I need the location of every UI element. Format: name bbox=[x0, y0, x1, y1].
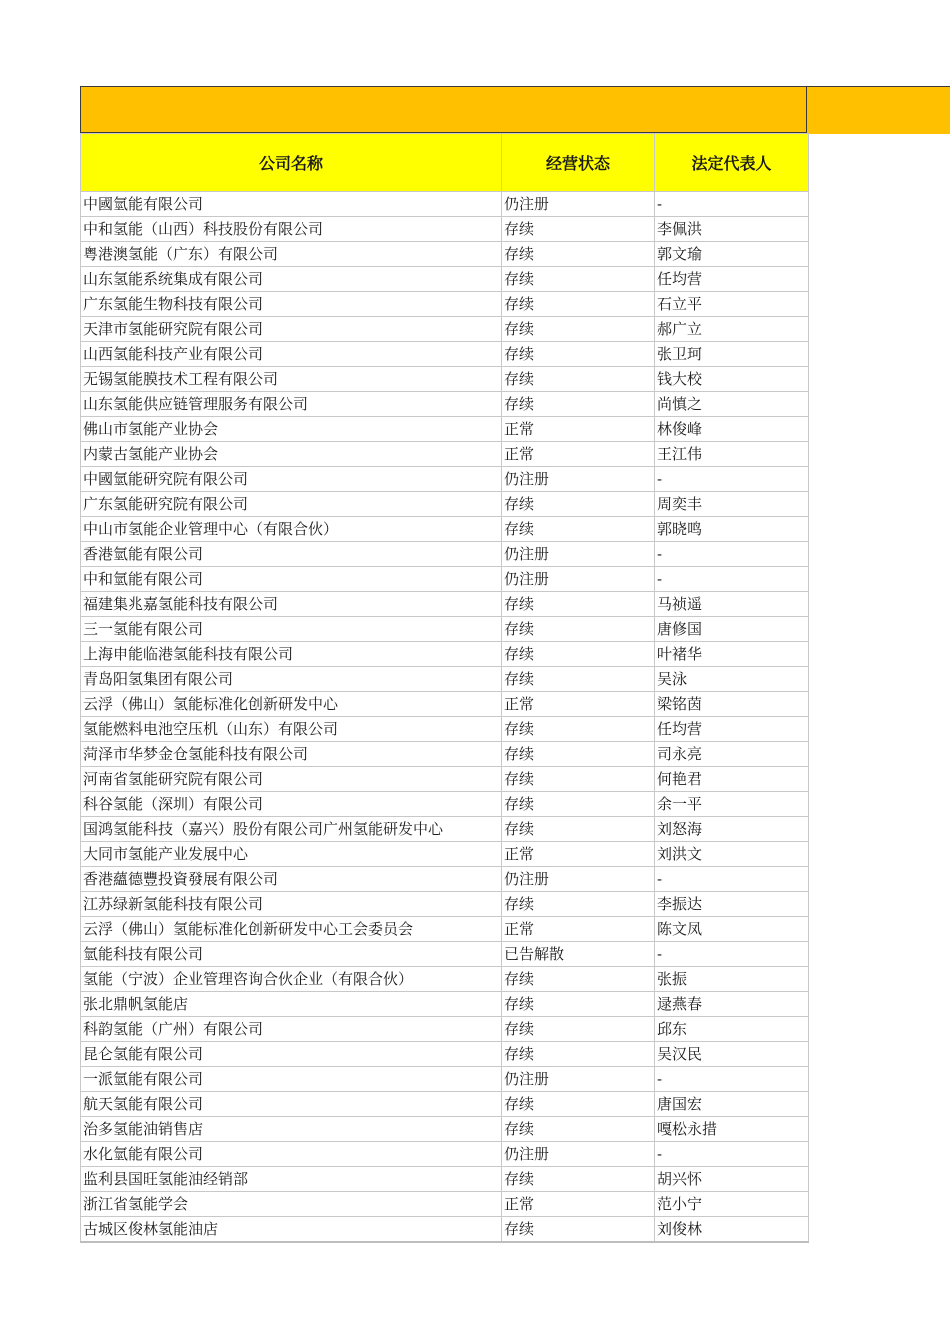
table-row bbox=[81, 192, 809, 217]
status-cell: 存续 bbox=[502, 267, 655, 292]
company-name-cell: 佛山市氢能产业协会 bbox=[81, 417, 502, 442]
legal-rep-cell: 郭文瑜 bbox=[655, 242, 809, 267]
table-row bbox=[81, 1067, 809, 1092]
table-row bbox=[81, 1217, 809, 1243]
company-name-cell: 福建集兆嘉氢能科技有限公司 bbox=[81, 592, 502, 617]
status-cell: 正常 bbox=[502, 417, 655, 442]
table-row bbox=[81, 942, 809, 967]
company-name-cell: 云浮（佛山）氢能标准化创新研发中心 bbox=[81, 692, 502, 717]
legal-rep-cell: 余一平 bbox=[655, 792, 809, 817]
company-name-cell: 氢能燃料电池空压机（山东）有限公司 bbox=[81, 717, 502, 742]
legal-rep-cell: 李振达 bbox=[655, 892, 809, 917]
status-cell: 存续 bbox=[502, 517, 655, 542]
legal-rep-cell: 逯燕春 bbox=[655, 992, 809, 1017]
table-row bbox=[81, 1192, 809, 1217]
table-row bbox=[81, 1117, 809, 1142]
legal-rep-cell: - bbox=[655, 1142, 809, 1167]
table-row bbox=[81, 817, 809, 842]
company-name-cell: 三一氢能有限公司 bbox=[81, 617, 502, 642]
company-name-cell: 山东氢能系统集成有限公司 bbox=[81, 267, 502, 292]
header-status: 经营状态 bbox=[502, 134, 655, 192]
status-cell: 存续 bbox=[502, 1117, 655, 1142]
company-name-cell: 中國氫能研究院有限公司 bbox=[81, 467, 502, 492]
company-name-cell: 张北鼎帆氢能店 bbox=[81, 992, 502, 1017]
status-cell: 存续 bbox=[502, 1092, 655, 1117]
legal-rep-cell: 唐国宏 bbox=[655, 1092, 809, 1117]
table-row bbox=[81, 917, 809, 942]
status-cell: 仍注册 bbox=[502, 867, 655, 892]
legal-rep-cell: 任均营 bbox=[655, 717, 809, 742]
legal-rep-cell: 尚慎之 bbox=[655, 392, 809, 417]
status-cell: 存续 bbox=[502, 817, 655, 842]
status-cell: 存续 bbox=[502, 242, 655, 267]
status-cell: 仍注册 bbox=[502, 192, 655, 217]
status-cell: 正常 bbox=[502, 442, 655, 467]
company-name-cell: 科谷氢能（深圳）有限公司 bbox=[81, 792, 502, 817]
company-name-cell: 一派氫能有限公司 bbox=[81, 1067, 502, 1092]
table-row bbox=[81, 542, 809, 567]
status-cell: 仍注册 bbox=[502, 467, 655, 492]
legal-rep-cell: 马祯遥 bbox=[655, 592, 809, 617]
status-cell: 仍注册 bbox=[502, 1067, 655, 1092]
table-row bbox=[81, 842, 809, 867]
status-cell: 仍注册 bbox=[502, 567, 655, 592]
status-cell: 正常 bbox=[502, 842, 655, 867]
header-row bbox=[81, 134, 809, 192]
legal-rep-cell: - bbox=[655, 542, 809, 567]
table-row bbox=[81, 617, 809, 642]
status-cell: 存续 bbox=[502, 292, 655, 317]
table-row bbox=[81, 667, 809, 692]
title-banner-cell bbox=[80, 86, 807, 133]
company-name-cell: 中山市氢能企业管理中心（有限合伙） bbox=[81, 517, 502, 542]
table-row bbox=[81, 692, 809, 717]
status-cell: 已告解散 bbox=[502, 942, 655, 967]
status-cell: 存续 bbox=[502, 642, 655, 667]
table-row bbox=[81, 1017, 809, 1042]
status-cell: 存续 bbox=[502, 767, 655, 792]
status-cell: 存续 bbox=[502, 492, 655, 517]
table-row bbox=[81, 367, 809, 392]
legal-rep-cell: 郝广立 bbox=[655, 317, 809, 342]
company-name-cell: 氫能科技有限公司 bbox=[81, 942, 502, 967]
legal-rep-cell: 林俊峰 bbox=[655, 417, 809, 442]
status-cell: 存续 bbox=[502, 317, 655, 342]
company-name-cell: 昆仑氢能有限公司 bbox=[81, 1042, 502, 1067]
status-cell: 存续 bbox=[502, 392, 655, 417]
status-cell: 存续 bbox=[502, 342, 655, 367]
table-row bbox=[81, 292, 809, 317]
table-row bbox=[81, 492, 809, 517]
table-row bbox=[81, 717, 809, 742]
table-row bbox=[81, 1042, 809, 1067]
table-row bbox=[81, 342, 809, 367]
legal-rep-cell: 吴泳 bbox=[655, 667, 809, 692]
legal-rep-cell: 陈文凤 bbox=[655, 917, 809, 942]
company-name-cell: 科韵氢能（广州）有限公司 bbox=[81, 1017, 502, 1042]
company-name-cell: 上海申能临港氢能科技有限公司 bbox=[81, 642, 502, 667]
company-name-cell: 航天氢能有限公司 bbox=[81, 1092, 502, 1117]
company-name-cell: 粤港澳氢能（广东）有限公司 bbox=[81, 242, 502, 267]
table-row bbox=[81, 767, 809, 792]
company-name-cell: 云浮（佛山）氢能标准化创新研发中心工会委员会 bbox=[81, 917, 502, 942]
table-row bbox=[81, 867, 809, 892]
company-name-cell: 监利县国旺氢能油经销部 bbox=[81, 1167, 502, 1192]
status-cell: 存续 bbox=[502, 792, 655, 817]
status-cell: 存续 bbox=[502, 717, 655, 742]
legal-rep-cell: 刘俊林 bbox=[655, 1217, 809, 1243]
status-cell: 仍注册 bbox=[502, 542, 655, 567]
company-name-cell: 山西氢能科技产业有限公司 bbox=[81, 342, 502, 367]
table-row bbox=[81, 1142, 809, 1167]
company-name-cell: 江苏绿新氢能科技有限公司 bbox=[81, 892, 502, 917]
company-name-cell: 河南省氢能研究院有限公司 bbox=[81, 767, 502, 792]
legal-rep-cell: 唐修国 bbox=[655, 617, 809, 642]
company-name-cell: 水化氫能有限公司 bbox=[81, 1142, 502, 1167]
company-name-cell: 治多氢能油销售店 bbox=[81, 1117, 502, 1142]
table-row bbox=[81, 592, 809, 617]
table-row bbox=[81, 442, 809, 467]
company-name-cell: 无锡氢能膜技术工程有限公司 bbox=[81, 367, 502, 392]
legal-rep-cell: 梁铭茵 bbox=[655, 692, 809, 717]
status-cell: 正常 bbox=[502, 1192, 655, 1217]
legal-rep-cell: - bbox=[655, 942, 809, 967]
status-cell: 存续 bbox=[502, 742, 655, 767]
legal-rep-cell: 刘洪文 bbox=[655, 842, 809, 867]
status-cell: 存续 bbox=[502, 1042, 655, 1067]
legal-rep-cell: 邱东 bbox=[655, 1017, 809, 1042]
status-cell: 仍注册 bbox=[502, 1142, 655, 1167]
legal-rep-cell: 刘怒海 bbox=[655, 817, 809, 842]
table-row bbox=[81, 417, 809, 442]
header-company-name: 公司名称 bbox=[81, 134, 502, 192]
company-name-cell: 中和氫能有限公司 bbox=[81, 567, 502, 592]
company-table bbox=[80, 133, 809, 1243]
table-row bbox=[81, 467, 809, 492]
status-cell: 存续 bbox=[502, 667, 655, 692]
table-row bbox=[81, 567, 809, 592]
company-name-cell: 大同市氢能产业发展中心 bbox=[81, 842, 502, 867]
company-name-cell: 广东氢能生物科技有限公司 bbox=[81, 292, 502, 317]
legal-rep-cell: 石立平 bbox=[655, 292, 809, 317]
company-name-cell: 香港氫能有限公司 bbox=[81, 542, 502, 567]
legal-rep-cell: - bbox=[655, 467, 809, 492]
table-row bbox=[81, 392, 809, 417]
legal-rep-cell: 周奕丰 bbox=[655, 492, 809, 517]
status-cell: 存续 bbox=[502, 592, 655, 617]
legal-rep-cell: 王江伟 bbox=[655, 442, 809, 467]
header-legal-rep: 法定代表人 bbox=[655, 134, 809, 192]
table-row bbox=[81, 217, 809, 242]
company-name-cell: 中國氫能有限公司 bbox=[81, 192, 502, 217]
company-name-cell: 青岛阳氢集团有限公司 bbox=[81, 667, 502, 692]
company-name-cell: 国鸿氢能科技（嘉兴）股份有限公司广州氢能研发中心 bbox=[81, 817, 502, 842]
status-cell: 存续 bbox=[502, 1017, 655, 1042]
legal-rep-cell: 张振 bbox=[655, 967, 809, 992]
legal-rep-cell: 李佩洪 bbox=[655, 217, 809, 242]
legal-rep-cell: 吴汉民 bbox=[655, 1042, 809, 1067]
company-name-cell: 古城区俊林氢能油店 bbox=[81, 1217, 502, 1243]
status-cell: 存续 bbox=[502, 617, 655, 642]
status-cell: 存续 bbox=[502, 367, 655, 392]
company-name-cell: 中和氢能（山西）科技股份有限公司 bbox=[81, 217, 502, 242]
legal-rep-cell: 胡兴怀 bbox=[655, 1167, 809, 1192]
table-row bbox=[81, 517, 809, 542]
company-name-cell: 山东氢能供应链管理服务有限公司 bbox=[81, 392, 502, 417]
legal-rep-cell: 郭晓鸣 bbox=[655, 517, 809, 542]
legal-rep-cell: 任均营 bbox=[655, 267, 809, 292]
table-row bbox=[81, 642, 809, 667]
company-name-cell: 内蒙古氢能产业协会 bbox=[81, 442, 502, 467]
status-cell: 存续 bbox=[502, 967, 655, 992]
legal-rep-cell: 何艳君 bbox=[655, 767, 809, 792]
legal-rep-cell: 嘎松永措 bbox=[655, 1117, 809, 1142]
table-row bbox=[81, 1167, 809, 1192]
company-name-cell: 氢能（宁波）企业管理咨询合伙企业（有限合伙） bbox=[81, 967, 502, 992]
status-cell: 存续 bbox=[502, 1167, 655, 1192]
status-cell: 正常 bbox=[502, 917, 655, 942]
status-cell: 存续 bbox=[502, 992, 655, 1017]
table-row bbox=[81, 792, 809, 817]
table-row bbox=[81, 317, 809, 342]
table-row bbox=[81, 992, 809, 1017]
status-cell: 存续 bbox=[502, 217, 655, 242]
status-cell: 存续 bbox=[502, 1217, 655, 1243]
legal-rep-cell: - bbox=[655, 567, 809, 592]
company-name-cell: 广东氢能研究院有限公司 bbox=[81, 492, 502, 517]
company-name-cell: 菏泽市华梦金仓氢能科技有限公司 bbox=[81, 742, 502, 767]
legal-rep-cell: - bbox=[655, 867, 809, 892]
status-cell: 存续 bbox=[502, 892, 655, 917]
company-name-cell: 天津市氢能研究院有限公司 bbox=[81, 317, 502, 342]
table-row bbox=[81, 242, 809, 267]
legal-rep-cell: 范小宁 bbox=[655, 1192, 809, 1217]
legal-rep-cell: 张卫珂 bbox=[655, 342, 809, 367]
legal-rep-cell: 钱大校 bbox=[655, 367, 809, 392]
legal-rep-cell: 叶褚华 bbox=[655, 642, 809, 667]
table-row bbox=[81, 742, 809, 767]
company-name-cell: 香港蘊德豐投資發展有限公司 bbox=[81, 867, 502, 892]
table-row bbox=[81, 967, 809, 992]
legal-rep-cell: - bbox=[655, 1067, 809, 1092]
table-row bbox=[81, 1092, 809, 1117]
legal-rep-cell: 司永亮 bbox=[655, 742, 809, 767]
table-row bbox=[81, 267, 809, 292]
legal-rep-cell: - bbox=[655, 192, 809, 217]
company-name-cell: 浙江省氢能学会 bbox=[81, 1192, 502, 1217]
status-cell: 正常 bbox=[502, 692, 655, 717]
table-row bbox=[81, 892, 809, 917]
